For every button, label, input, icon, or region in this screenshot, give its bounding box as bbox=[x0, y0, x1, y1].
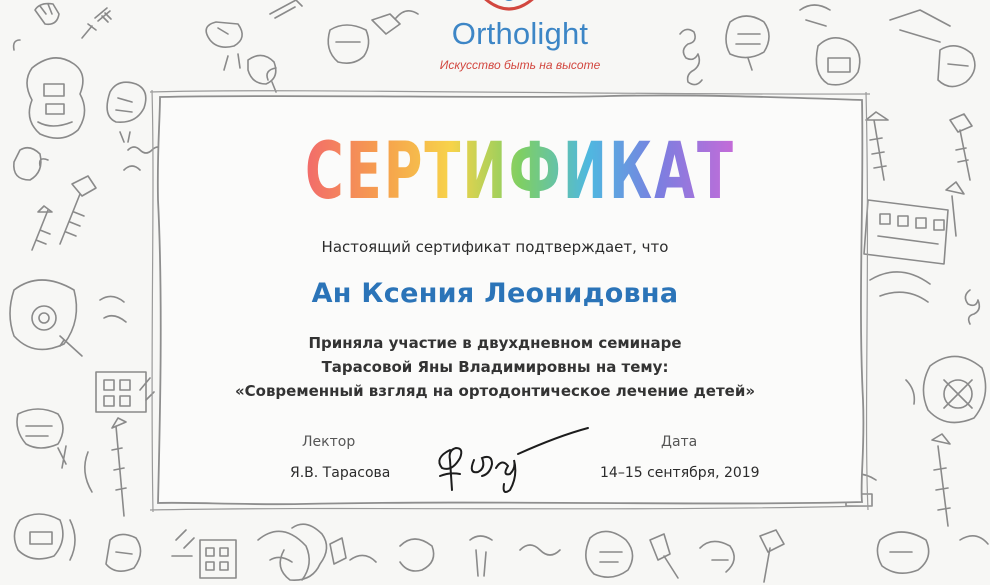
lecturer-value: Я.В. Тарасова bbox=[290, 465, 391, 481]
ortholight-logo bbox=[420, 0, 620, 80]
date-label: Дата bbox=[661, 434, 698, 450]
lecturer-label: Лектор bbox=[302, 434, 356, 450]
certificate-title-text: СЕРТИФИКАТ bbox=[305, 127, 735, 217]
recipient-name: Ан Ксения Леонидовна bbox=[311, 278, 679, 309]
participation-line-3: «Современный взгляд на ортодонтическое лечение детей» bbox=[234, 382, 756, 400]
participation-line-1: Приняла участие в двухдневном семинаре bbox=[308, 334, 682, 352]
date-value: 14–15 сентября, 2019 bbox=[600, 465, 760, 481]
signature bbox=[420, 420, 600, 500]
logo-name: Ortholight bbox=[451, 16, 589, 51]
certificate-title bbox=[300, 112, 740, 222]
confirm-text: Настоящий сертификат подтверждает, что bbox=[321, 238, 669, 256]
logo-tagline: Искусство быть на высоте bbox=[439, 58, 601, 72]
participation-line-2: Тарасовой Яны Владимировны на тему: bbox=[321, 358, 669, 376]
